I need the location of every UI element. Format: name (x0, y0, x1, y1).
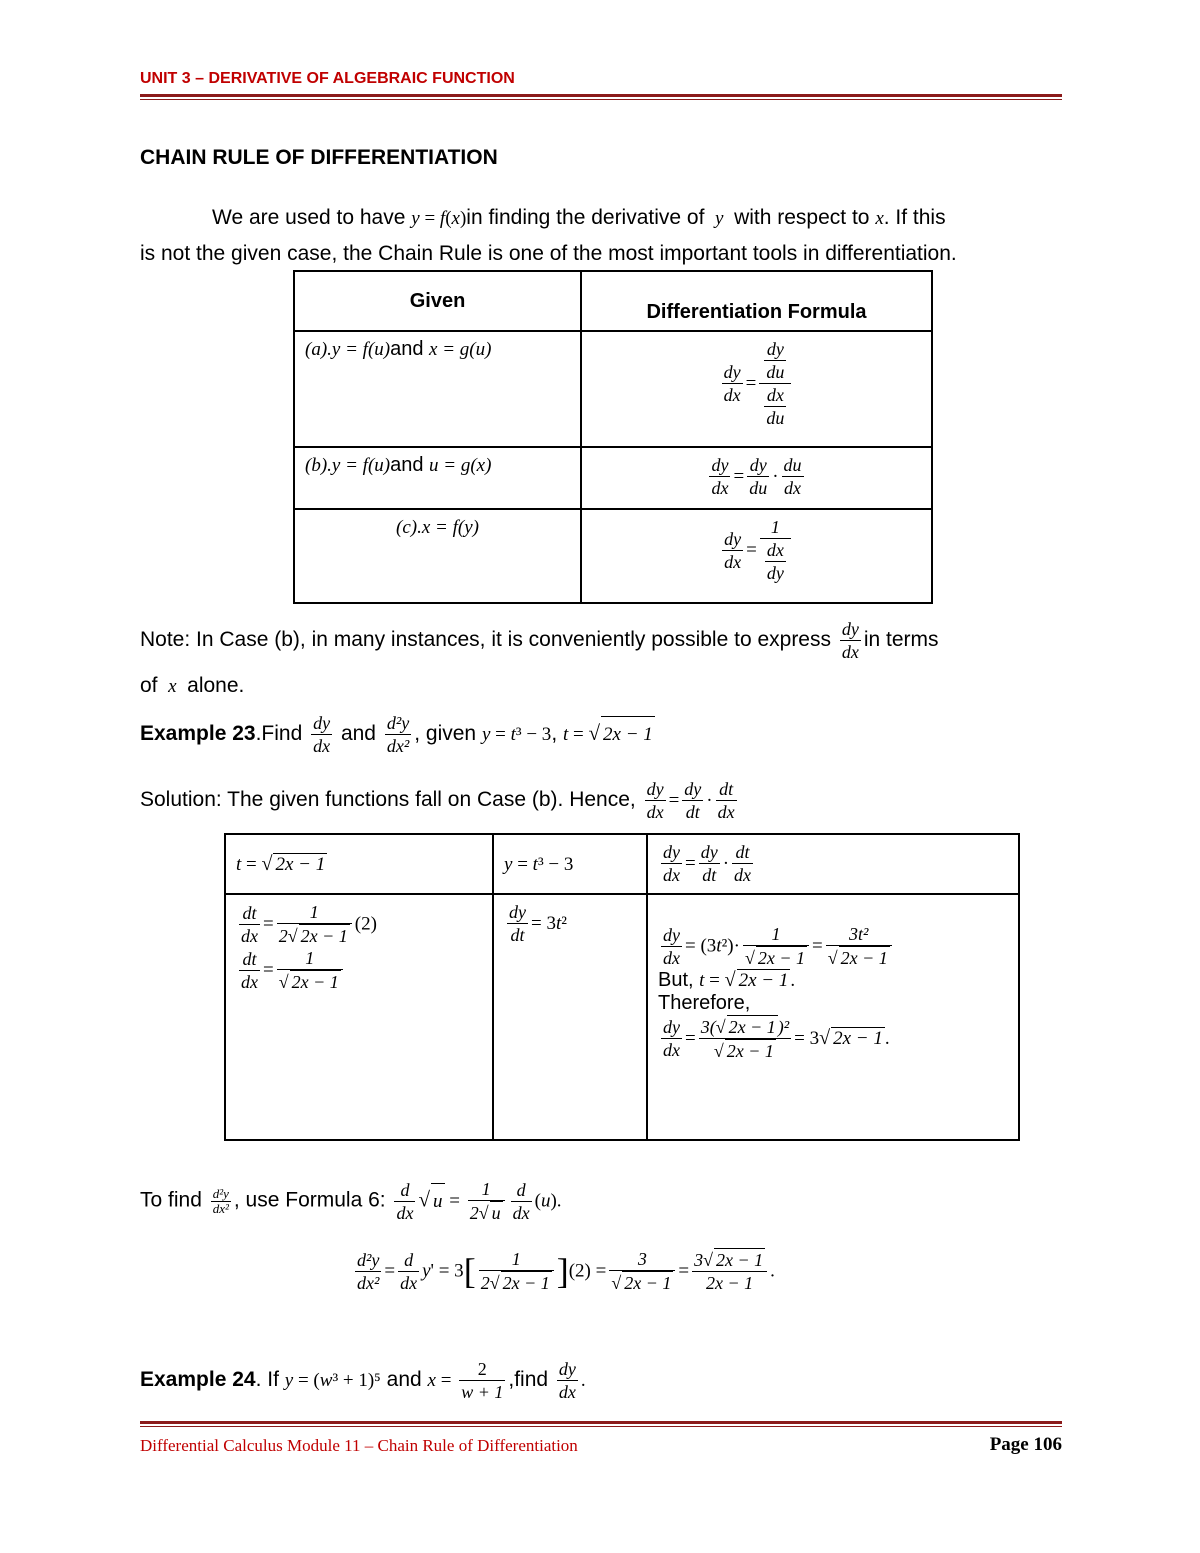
example-24: Example 24. If y = (w³ + 1)⁵ and x = $\frac{2}{w + 1}$ ,find $\frac{dy}{dx}$ . (140, 1359, 586, 1402)
unit-header: UNIT 3 – DERIVATIVE OF ALGEBRAIC FUNCTION (140, 70, 515, 87)
given-row-a: (a).y = f(u)and x = g(u) (294, 331, 581, 447)
second-derivative-equation: $\frac{\text{d²y}}{\text{dx²}}$ = $\frac{d}{dx}$ y' = 3[ $\frac{1}{2√ 2x - 1}$ ](2) = $\frac{3}{√ 2x - 1}$ = $\frac{3√ 2x - 1}{2x - 1}$ . (357, 1249, 775, 1293)
solution-table (224, 833, 1020, 1141)
second-derivative-intro: To find $\frac{\text{d²y}}{\text{dx²}}$ , use Formula 6: $\frac{d}{dx}$ √ u = $\frac{1}{2√ u}$ $\frac{d}{dx}$ (u). (140, 1179, 562, 1223)
intro-line-1: We are used to have y = f(x)in finding the derivative of y with respect to x. If this (212, 206, 946, 229)
chain-rule-table (293, 270, 933, 604)
given-row-b: (b).y = f(u)and u = g(x) (294, 447, 581, 509)
page-number: Page 106 (989, 1434, 1062, 1455)
formula-row-b: $\frac{dy}{dx}$ = $\frac{dy}{du}$ · $\frac{du}{dx}$ (581, 447, 932, 509)
note-line-1: Note: In Case (b), in many instances, it is conveniently possible to express $\frac{dy}{dx}$ in terms (140, 619, 939, 662)
footer-module-title: Differential Calculus Module 11 – Chain Rule of Differentiation (140, 1436, 578, 1455)
note-line-2: of x alone. (140, 674, 245, 697)
footer-rule-thin (140, 1426, 1062, 1427)
given-row-c: (c).x = f(y) (294, 509, 581, 603)
header-rule (140, 94, 1062, 97)
intro-line-2: is not the given case, the Chain Rule is one of the most important tools in differentiation. (140, 242, 957, 265)
solution-line: Solution: The given functions fall on Case (b). Hence, $\frac{dy}{dx}$ = $\frac{dy}{dt}$ · $\frac{dt}{dx}$ (140, 779, 735, 822)
formula-row-a: $\frac{dy}{dx}$ = $\frac{\frac{dy}{du}}{\frac{dx}{du}}$ (581, 331, 932, 447)
example-23: Example 23.Find $\frac{dy}{dx}$ and $\frac{\text{d²y}}{\text{dx²}}$ , given y = t³ − 3, t = √ 2x − 1 (140, 713, 653, 756)
column-header-formula: Differentiation Formula (581, 271, 932, 331)
cell-dy-dt: $\frac{dy}{dt}$ = 3t² (493, 894, 647, 1140)
cell-y-def: y = t³ − 3 (493, 834, 647, 894)
cell-dt-dx: $\frac{dt}{dx}$ = $\frac{1}{2√ 2x - 1}$ (2) $\frac{dt}{dx}$ = $\frac{1}{√ 2x - 1}$ (225, 894, 493, 1140)
cell-chain-formula: $\frac{dy}{dx}$ = $\frac{dy}{dt}$ · $\frac{dt}{dx}$ (647, 834, 1019, 894)
header-rule-thin (140, 99, 1062, 100)
column-header-given: Given (294, 271, 581, 331)
cell-result: $\frac{dy}{dx}$ = (3t²)· $\frac{1}{√ 2x - 1}$ = $\frac{\text{3t²}}{√ 2x - 1}$ But, t = √ 2x − 1 . Therefore, $\frac{dy}{dx}$ = $\frac{\text{3(√ 2x − 1 )²}}{√ 2x - 1}$ = 3√ 2x − 1 . (647, 894, 1019, 1140)
footer-rule (140, 1421, 1062, 1424)
formula-row-c: $\frac{dy}{dx}$ = $\frac{1}{\frac{dx}{dy}}$ (581, 509, 932, 603)
cell-t-def: t = √ 2x − 1 (225, 834, 493, 894)
section-title: CHAIN RULE OF DIFFERENTIATION (140, 146, 498, 169)
